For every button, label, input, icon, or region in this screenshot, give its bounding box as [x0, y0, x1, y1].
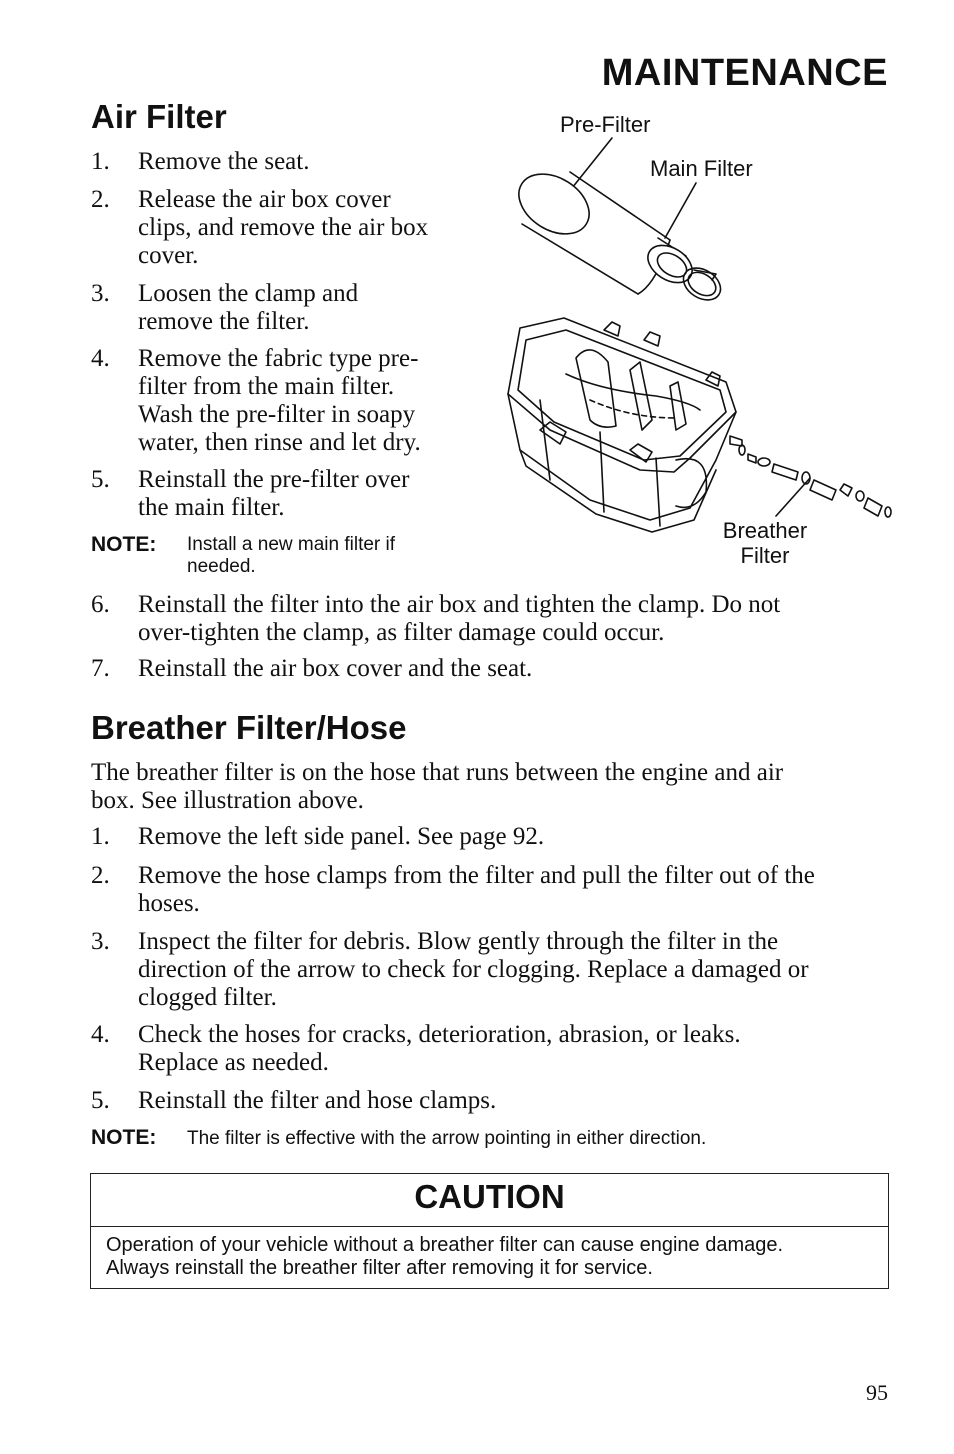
air-filter-step-7: 7. Reinstall the air box cover and the seat. — [91, 655, 533, 682]
pre-filter-leader — [572, 138, 612, 188]
main-filter-leader — [665, 183, 696, 238]
section-header: MAINTENANCE — [601, 52, 888, 94]
air-filter-note: NOTE: Install a new main filter if needed. — [91, 533, 396, 577]
breather-step-4: 4. Check the hoses for cracks, deterioration, abrasion, or leaks. Replace as needed. — [91, 1021, 741, 1076]
pre-filter-shape — [508, 162, 670, 294]
air-filter-step-3: 3. Loosen the clamp and remove the filter. — [91, 280, 359, 335]
page-number: 95 — [866, 1380, 888, 1405]
breather-parts-shape — [739, 445, 891, 517]
breather-step-3: 3. Inspect the filter for debris. Blow gently through the filter in the direction of the arrow to check for clogging. Replace a damaged or clogged filter. — [91, 928, 809, 1011]
caution-title: CAUTION — [91, 1174, 888, 1227]
air-filter-heading: Air Filter — [91, 98, 227, 135]
air-filter-step-5: 5. Reinstall the pre-filter over the main filter. — [91, 466, 410, 521]
caution-text: Operation of your vehicle without a breather filter can cause engine damage. Always reinstall the breather filter after removing it for service. — [106, 1234, 784, 1279]
pre-filter-label: Pre-Filter — [560, 112, 651, 137]
breather-step-5: 5. Reinstall the filter and hose clamps. — [91, 1087, 497, 1114]
breather-step-1: 1. Remove the left side panel. See page 92. — [91, 823, 545, 850]
air-box-shape — [508, 318, 742, 532]
air-filter-step-4: 4. Remove the fabric type pre- filter from the main filter. Wash the pre-filter in soapy water, then rinse and let dry. — [91, 345, 421, 456]
breather-step-2: 2. Remove the hose clamps from the filter and pull the filter out of the hoses. — [91, 862, 815, 917]
breather-filter-label: Breather Filter — [722, 518, 808, 568]
breather-note: NOTE: The filter is effective with the arrow pointing in either direction. — [91, 1126, 707, 1149]
air-filter-step-1: 1. Remove the seat. — [91, 148, 310, 175]
breather-intro: The breather filter is on the hose that runs between the engine and air box. See illustration above. — [91, 759, 784, 814]
caution-box — [90, 1173, 889, 1289]
air-filter-step-2: 2. Release the air box cover clips, and remove the air box cover. — [91, 186, 429, 269]
air-filter-step-6: 6. Reinstall the filter into the air box and tighten the clamp. Do not over-tighten the clamp, as filter damage could occur. — [91, 591, 781, 646]
main-filter-label: Main Filter — [650, 156, 753, 181]
breather-heading: Breather Filter/Hose — [91, 709, 407, 746]
